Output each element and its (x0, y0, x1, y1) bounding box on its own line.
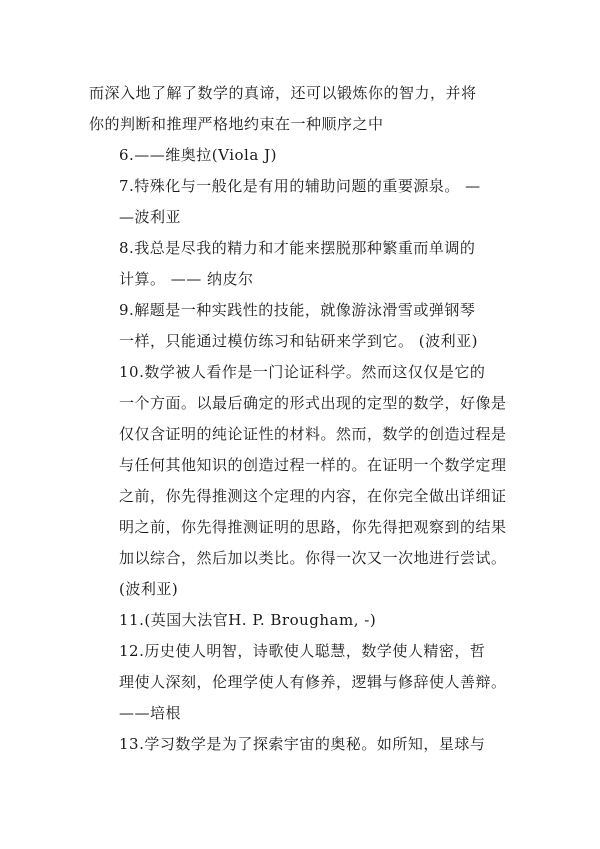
paragraph (89, 171, 503, 233)
paragraph (89, 233, 503, 295)
text-line: 13.学习数学是为了探索宇宙的奥秘。如所知，星球与 (119, 735, 486, 753)
text-line: 9.解题是一种实践性的技能，就像游泳滑雪或弹钢琴 (119, 301, 476, 319)
text-line: 理使人深刻，伦理学使人有修养，逻辑与修辞使人善辩。 (119, 673, 507, 691)
text-line: 仅仅含证明的纯论证性的材料。然而，数学的创造过程是 (119, 425, 507, 443)
text-line: 加以综合，然后加以类比。你得一次又一次地进行尝试。 (119, 549, 507, 567)
text-line: 与任何其他知识的创造过程一样的。在证明一个数学定理 (119, 456, 507, 474)
text-line: 10.数学被人看作是一门论证科学。然而这仅仅是它的 (119, 363, 486, 381)
text-line: 一样，只能通过模仿练习和钻研来学到它。 (波利亚) (119, 332, 478, 350)
text-line: 7.特殊化与一般化是有用的辅助问题的重要源泉。 — (119, 177, 481, 195)
text-line: 计算。 —— 纳皮尔 (119, 270, 254, 288)
text-line: ——培根 (119, 704, 182, 722)
text-line: (波利亚) (119, 580, 179, 598)
text-line: 6.——维奥拉(Viola J) (119, 146, 277, 164)
text-line: —波利亚 (119, 208, 182, 226)
document-body (89, 78, 507, 760)
paragraph (89, 729, 503, 760)
paragraph (89, 295, 503, 357)
paragraph (89, 140, 503, 171)
text-line: 11.(英国大法官H. P. Brougham, -) (119, 611, 377, 629)
text-line: 一个方面。以最后确定的形式出现的定型的数学，好像是 (119, 394, 507, 412)
text-line: 8.我总是尽我的精力和才能来摆脱那种繁重而单调的 (119, 239, 476, 257)
text-line: 而深入地了解了数学的真谛，还可以锻炼你的智力，并将 (89, 84, 477, 102)
paragraph (89, 357, 507, 605)
text-line: 之前，你先得推测这个定理的内容，在你完全做出详细证 (119, 487, 507, 505)
text-line: 12.历史使人明智，诗歌使人聪慧，数学使人精密，哲 (119, 642, 486, 660)
text-line: 明之前，你先得推测证明的思路，你先得把观察到的结果 (119, 518, 507, 536)
paragraph (89, 78, 503, 140)
paragraph (89, 636, 507, 729)
paragraph (89, 605, 503, 636)
text-line: 你的判断和推理严格地约束在一种顺序之中 (89, 115, 384, 133)
